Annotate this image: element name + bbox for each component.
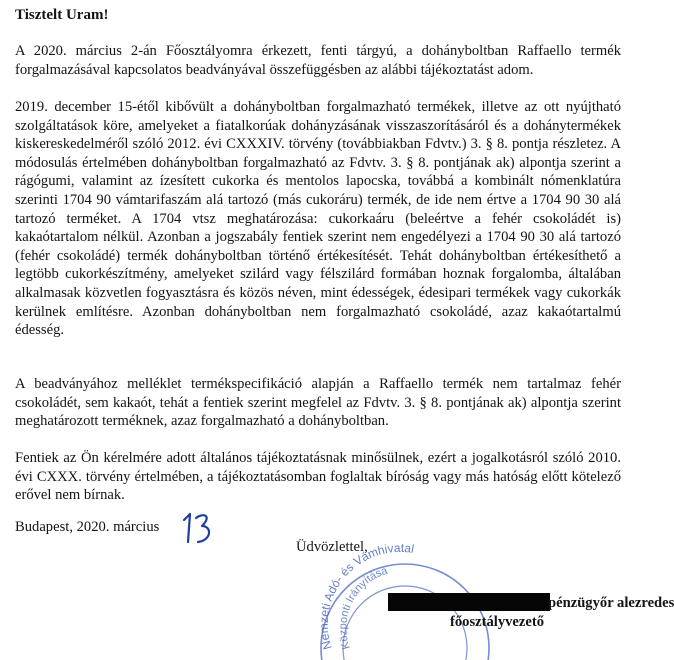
handwritten-date-mark bbox=[178, 508, 218, 548]
svg-text:Nemzeti Adó- és Vámhivatal: Nemzeti Adó- és Vámhivatal bbox=[316, 540, 416, 652]
salutation: Tisztelt Uram! bbox=[15, 7, 109, 23]
paragraph-legal-background: 2019. december 15-étől kibővült a dohányboltban forgalmazható termékek, illetve az ott nyújtható szolgáltatások köre, amelyeket a fiatalkorúak dohányzásának visszaszorításáról és a dohánytermékek kiskereskedelméről szóló 2012. évi CXXXIV. törvény (továbbiakban Fdvtv.) 3. § 8. pontja részletez. A módosulás értelmében dohányboltban forgalmazható az Fdvtv. 3. § 8. pontjának ak) alpontja szerint a rágógumi, valamint az ízesített cukorka és mentolos lapocska, továbbá a kombinált nómenklatúra szerinti 1704 90 vámtarifaszám alá tartozó (más cukoráru) termék, de ide nem értve a 1704 90 30 alá tartozó terméket. A 1704 vtsz meghatározása: cukorkaáru (beleértve a fehér csokoládét is) kakaótartalom nélkül. Azonban a jogszabály fentiek szerint nem engedélyezi a 1704 90 30 alá tartozó (fehér csokoládé) termék dohányboltban történő értékesítését. Tehát dohányboltban értékesíthető a legtöbb cukorkészítmény, amelyeket szilárd vagy félszilárd formában hoznak forgalomba, általában alkalmasak közvetlen fogyasztásra és közös néven, mint édességek, édesipari termékek vagy cukorkák kerülnek említésre. Azonban dohányboltban nem forgalmazható csokoládé, azaz kakaótartalmú édesség. bbox=[15, 99, 621, 339]
place-and-date: Budapest, 2020. március bbox=[15, 519, 160, 535]
paragraph-disclaimer: Fentiek az Ön kérelmére adott általános tájékoztatásnak minősülnek, ezért a jogalkotásról szóló 2010. évi CXXX. törvény értelmében, a tájékoztatásomban foglaltak bíróság vagy más hatóság előtt kötelező erővel nem bírnak. bbox=[15, 450, 621, 504]
signatory-title: főosztályvezető bbox=[450, 614, 545, 630]
redacted-signatory-name bbox=[388, 593, 550, 611]
svg-text:Központi Irányítása: Központi Irányítása bbox=[337, 564, 390, 651]
paragraph-intro: A 2020. március 2-án Főosztályomra érkezett, fenti tárgyú, a dohányboltban Raffaello termék forgalmazásával kapcsolatos beadványával összefüggésben az alábbi tájékoztatást adom. bbox=[15, 43, 621, 78]
paragraph-raffaello-assessment: A beadványához melléklet termékspecifikáció alapján a Raffaello termék nem tartalmaz fehér csokoládét, sem kakaót, tehát a fentiek szerint megfelel az Fdvtv. 3. § 8. pontjának ak) alpontja szerint meghatározott terméknek, azaz forgalmazható a dohányboltban. bbox=[15, 376, 621, 430]
closing-greeting: Üdvözlettel, bbox=[296, 539, 368, 555]
signatory-rank: pénzügyőr alezredes bbox=[548, 595, 674, 611]
